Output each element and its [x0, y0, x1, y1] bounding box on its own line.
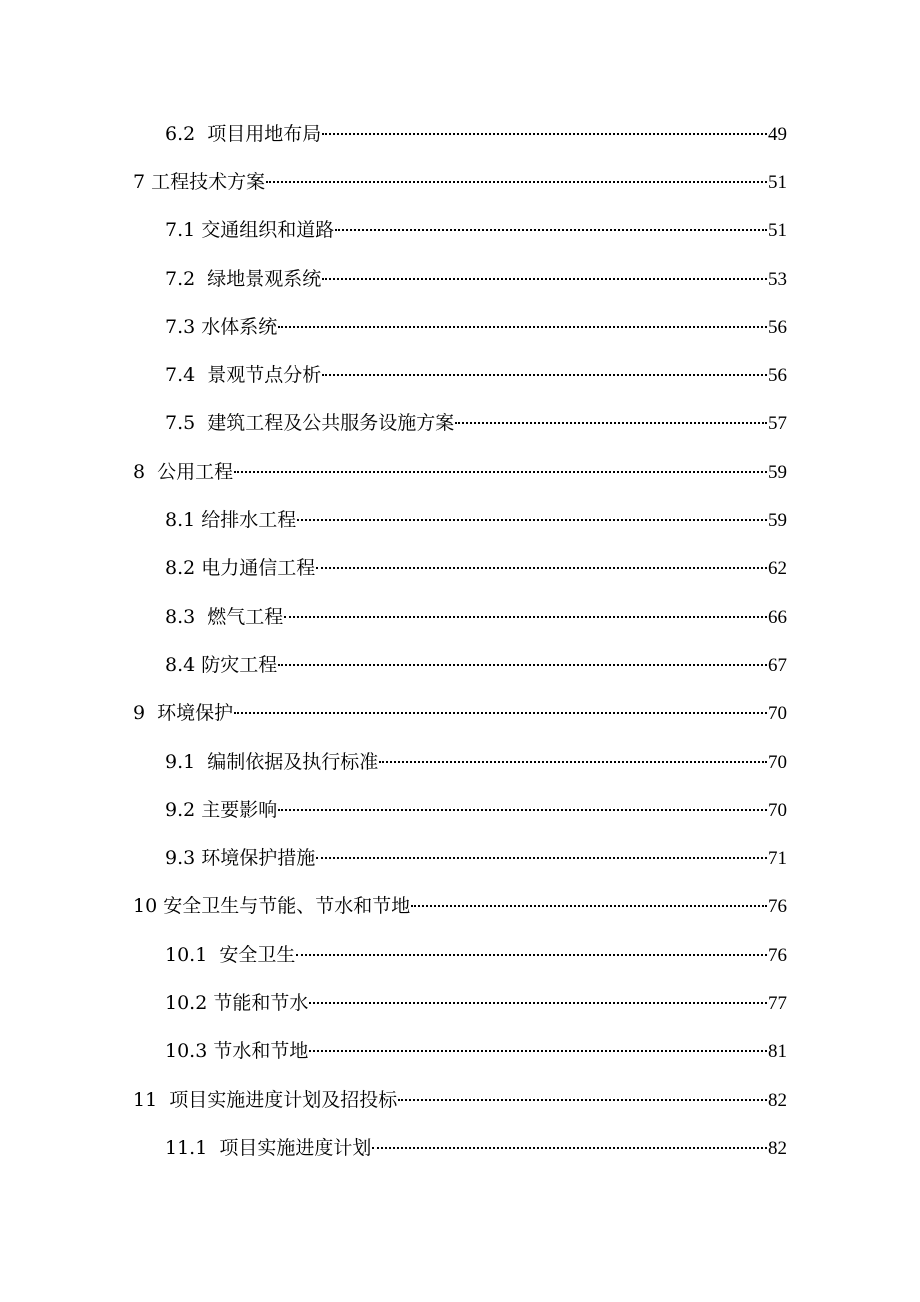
toc-entry-title: 环境保护 [157, 702, 234, 725]
toc-entry-page: 70 [768, 751, 787, 773]
toc-entry-title: 燃气工程 [207, 605, 284, 628]
toc-entry-title: 建筑工程及公共服务设施方案 [207, 412, 455, 435]
toc-entry-title: 项目实施进度计划 [219, 1136, 372, 1159]
toc-entry-page: 57 [768, 413, 787, 435]
toc-dot-leader [335, 229, 767, 231]
toc-entry-11-1[interactable] [0, 1124, 920, 1172]
toc-dot-leader [234, 712, 767, 714]
toc-entry-11[interactable] [0, 1076, 920, 1124]
toc-entry-page: 56 [768, 365, 787, 387]
toc-dot-leader [284, 616, 767, 618]
toc-entry-number: 11.1 [165, 1136, 220, 1159]
toc-entry-title: 安全卫生 [219, 943, 296, 966]
toc-entry-7-4[interactable] [0, 351, 920, 399]
toc-dot-leader [297, 519, 767, 521]
toc-entry-number: 7.1 [165, 219, 202, 242]
toc-entry-title: 公用工程 [157, 460, 234, 483]
toc-entry-9[interactable] [0, 690, 920, 738]
toc-entry-10-3[interactable] [0, 1028, 920, 1076]
toc-entry-number: 8.1 [165, 509, 202, 532]
toc-entry-number: 7 [133, 170, 152, 193]
toc-entry-number: 9.2 [165, 798, 202, 821]
toc-entry-7-3[interactable] [0, 303, 920, 351]
toc-entry-number: 7.3 [165, 315, 202, 338]
toc-entry-7-1[interactable] [0, 207, 920, 255]
toc-dot-leader [322, 133, 767, 135]
toc-entry-page: 67 [768, 654, 787, 676]
toc-entry-page: 76 [768, 896, 787, 918]
toc-entry-8-4[interactable] [0, 641, 920, 689]
toc-entry-title: 项目实施进度计划及招投标 [169, 1088, 398, 1111]
toc-entry-number: 10 [133, 895, 164, 918]
toc-entry-page: 76 [768, 944, 787, 966]
toc-entry-title: 项目用地布局 [207, 122, 322, 145]
toc-entry-8-2[interactable] [0, 545, 920, 593]
toc-entry-number: 6.2 [165, 122, 208, 145]
toc-entry-number: 10.2 [165, 991, 214, 1014]
toc-dot-leader [455, 422, 767, 424]
toc-entry-title: 交通组织和道路 [201, 219, 335, 242]
toc-entry-page: 77 [768, 992, 787, 1014]
toc-entry-page: 59 [768, 510, 787, 532]
toc-entry-7-5[interactable] [0, 400, 920, 448]
toc-entry-number: 7.5 [165, 412, 208, 435]
toc-dot-leader [322, 374, 767, 376]
toc-dot-leader [379, 761, 767, 763]
toc-entry-number: 9.1 [165, 750, 208, 773]
toc-entry-number: 10.3 [165, 1040, 214, 1063]
toc-entry-title: 绿地景观系统 [207, 267, 322, 290]
toc-entry-6-2[interactable] [0, 110, 920, 158]
toc-entry-number: 8.2 [165, 557, 202, 580]
toc-dot-leader [309, 1002, 767, 1004]
toc-dot-leader [398, 1099, 767, 1101]
toc-entry-title: 防灾工程 [201, 653, 278, 676]
table-of-contents [0, 110, 920, 1173]
toc-entry-page: 51 [768, 171, 787, 193]
toc-entry-page: 56 [768, 316, 787, 338]
toc-entry-number: 9.3 [165, 847, 202, 870]
toc-dot-leader [372, 1147, 767, 1149]
toc-entry-number: 10.1 [165, 943, 220, 966]
toc-dot-leader [316, 567, 767, 569]
toc-entry-7[interactable] [0, 158, 920, 206]
toc-entry-page: 70 [768, 799, 787, 821]
toc-entry-title: 电力通信工程 [201, 557, 316, 580]
toc-dot-leader [316, 857, 767, 859]
toc-entry-number: 8 [133, 460, 158, 483]
toc-entry-8-1[interactable] [0, 496, 920, 544]
toc-entry-page: 82 [768, 1089, 787, 1111]
toc-entry-9-1[interactable] [0, 738, 920, 786]
toc-entry-number: 8.4 [165, 653, 202, 676]
toc-dot-leader [278, 326, 767, 328]
toc-entry-10-1[interactable] [0, 931, 920, 979]
toc-dot-leader [234, 471, 767, 473]
toc-dot-leader [309, 1050, 767, 1052]
toc-entry-page: 71 [768, 848, 787, 870]
toc-entry-page: 51 [768, 220, 787, 242]
toc-entry-number: 8.3 [165, 605, 208, 628]
toc-entry-8-3[interactable] [0, 593, 920, 641]
toc-entry-title: 节水和节地 [213, 1040, 309, 1063]
toc-dot-leader [278, 664, 767, 666]
toc-entry-number: 9 [133, 702, 158, 725]
toc-entry-title: 工程技术方案 [151, 170, 266, 193]
toc-entry-10[interactable] [0, 883, 920, 931]
toc-entry-title: 主要影响 [201, 798, 278, 821]
toc-dot-leader [278, 809, 767, 811]
toc-entry-7-2[interactable] [0, 255, 920, 303]
toc-entry-number: 7.2 [165, 267, 208, 290]
toc-entry-number: 11 [133, 1088, 170, 1111]
toc-entry-page: 49 [768, 123, 787, 145]
toc-entry-page: 81 [768, 1041, 787, 1063]
toc-dot-leader [266, 181, 767, 183]
toc-entry-title: 环境保护措施 [201, 847, 316, 870]
toc-entry-title: 给排水工程 [201, 509, 297, 532]
toc-entry-page: 82 [768, 1137, 787, 1159]
toc-entry-title: 景观节点分析 [207, 364, 322, 387]
toc-entry-8[interactable] [0, 448, 920, 496]
toc-entry-title: 安全卫生与节能、节水和节地 [163, 895, 411, 918]
toc-entry-10-2[interactable] [0, 979, 920, 1027]
toc-entry-title: 节能和节水 [213, 991, 309, 1014]
toc-entry-page: 53 [768, 268, 787, 290]
toc-entry-page: 62 [768, 558, 787, 580]
toc-entry-9-2[interactable] [0, 786, 920, 834]
toc-entry-title: 水体系统 [201, 315, 278, 338]
toc-entry-page: 70 [768, 703, 787, 725]
toc-entry-page: 66 [768, 606, 787, 628]
toc-dot-leader [322, 278, 767, 280]
toc-entry-title: 编制依据及执行标准 [207, 750, 379, 773]
toc-dot-leader [411, 905, 767, 907]
toc-entry-9-3[interactable] [0, 834, 920, 882]
toc-entry-number: 7.4 [165, 364, 208, 387]
toc-dot-leader [296, 954, 767, 956]
toc-entry-page: 59 [768, 461, 787, 483]
